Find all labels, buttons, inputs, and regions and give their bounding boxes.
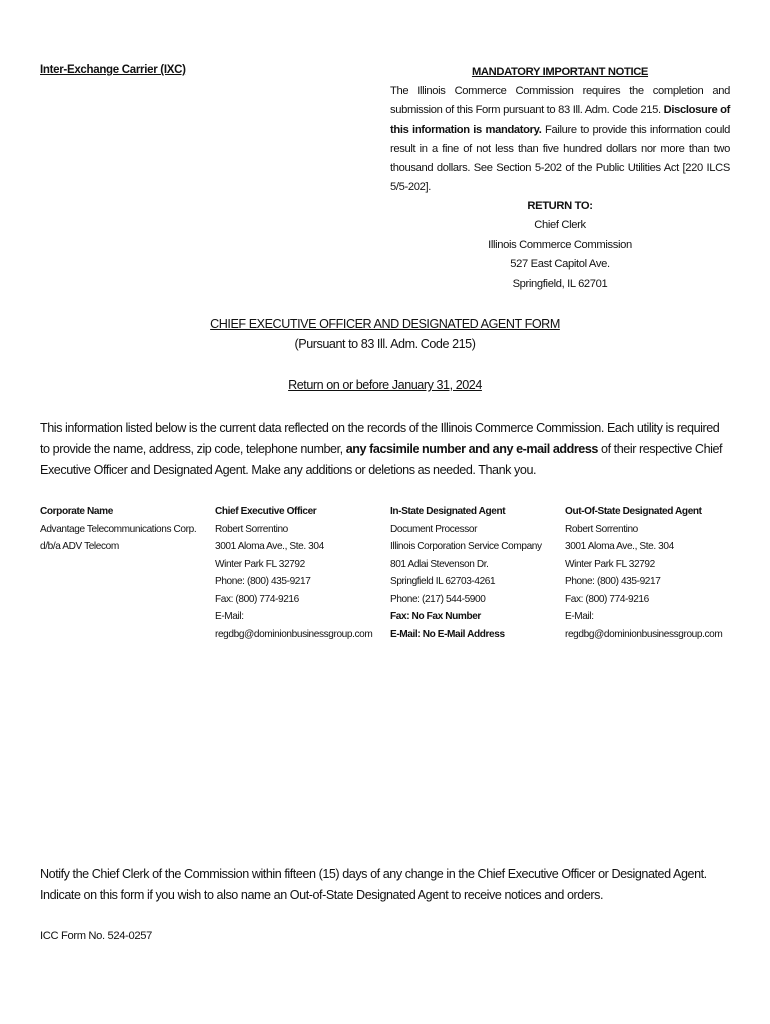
return-address-line: Illinois Commerce Commission	[488, 238, 632, 251]
column-line: d/b/a ADV Telecom	[40, 541, 119, 552]
return-deadline: Return on or before January 31, 2024	[288, 378, 482, 392]
in-state-agent-column	[390, 503, 565, 643]
column-header: Corporate Name	[40, 506, 113, 517]
column-line: Document Processor	[390, 523, 478, 535]
corporate-name-column	[40, 503, 215, 556]
return-to-label: RETURN TO:	[527, 200, 593, 212]
intro-text-bold: any facsimile number and any e-mail address	[345, 442, 598, 456]
ceo-column	[215, 503, 390, 643]
intro-paragraph	[40, 418, 730, 481]
form-title-block	[0, 314, 770, 354]
column-header: Out-Of-State Designated Agent	[565, 506, 702, 517]
column-header: In-State Designated Agent	[390, 506, 506, 517]
column-line: Robert Sorrentino	[565, 523, 638, 535]
intro-text-pre: This information listed below is the current data reflected on the records of the Illinois Commerce Commission. Each utility is required to provide the name, address, zip code, telephone number,	[40, 421, 720, 456]
notice-text-bold: Disclosure of this information is mandatory.	[390, 104, 730, 136]
column-header: Chief Executive Officer	[215, 506, 317, 517]
return-address-line: Springfield, IL 62701	[512, 277, 608, 290]
column-line: Robert Sorrentino	[215, 523, 288, 535]
return-address-line: Chief Clerk	[534, 219, 586, 232]
column-line: 801 Adlai Stevenson Dr.	[390, 558, 489, 570]
footer-note: Notify the Chief Clerk of the Commission within fifteen (15) days of any change in the Chief Executive Officer or Designated Agent.	[40, 867, 707, 881]
footer-note: Indicate on this form if you wish to also name an Out-of-State Designated Agent to receive notices and orders.	[40, 888, 604, 902]
out-of-state-agent-column	[565, 503, 740, 643]
notice-body	[390, 82, 730, 197]
carrier-type-heading: Inter-Exchange Carrier (IXC)	[40, 64, 186, 76]
column-line: Illinois Corporation Service Company	[390, 541, 542, 552]
form-subtitle: (Pursuant to 83 Ill. Adm. Code 215)	[294, 337, 476, 351]
notice-title: MANDATORY IMPORTANT NOTICE	[471, 66, 649, 78]
intro-text-post: of their respective Chief Executive Officer and Designated Agent. Make any additions or deletions as needed. Thank you.	[40, 442, 723, 477]
column-line: Fax: (800) 774-9216	[215, 593, 299, 605]
column-line: regdbg@dominionbusinessgroup.com	[215, 628, 373, 640]
column-line: Springfield IL 62703-4261	[390, 576, 496, 587]
column-line: Fax: (800) 774-9216	[565, 593, 649, 605]
column-line: E-Mail:	[565, 611, 594, 622]
column-line: Phone: (800) 435-9217	[215, 576, 311, 587]
column-line: Phone: (217) 544-5900	[390, 593, 486, 605]
column-line: Winter Park FL 32792	[215, 558, 305, 570]
return-address-line: 527 East Capitol Ave.	[510, 258, 610, 271]
column-line: regdbg@dominionbusinessgroup.com	[565, 628, 723, 640]
form-number: ICC Form No. 524-0257	[40, 930, 153, 942]
notice-text-pre: The Illinois Commerce Commission requires the completion and submission of this Form pursuant to 83 Ill. Adm. Code 215.	[390, 85, 730, 117]
column-line: Advantage Telecommunications Corp.	[40, 523, 197, 535]
return-address-block	[390, 197, 730, 294]
column-line: 3001 Aloma Ave., Ste. 304	[565, 541, 674, 552]
column-line-email: E-Mail: No E-Mail Address	[390, 628, 505, 640]
mandatory-notice	[390, 63, 730, 197]
form-title: CHIEF EXECUTIVE OFFICER AND DESIGNATED AGENT FORM	[210, 317, 560, 331]
column-line: Winter Park FL 32792	[565, 558, 655, 570]
column-line: 3001 Aloma Ave., Ste. 304	[215, 541, 324, 552]
notice-text-post: Failure to provide this information could result in a fine of not less than five hundred dollars nor more than two thousand dollars. See Section 5-202 of the Public Utilities Act [220 ILCS 5/5-202].	[390, 123, 730, 194]
column-line: E-Mail:	[215, 611, 244, 622]
column-line-fax: Fax: No Fax Number	[390, 611, 481, 622]
footer-notes	[40, 864, 740, 906]
column-line: Phone: (800) 435-9217	[565, 576, 661, 587]
